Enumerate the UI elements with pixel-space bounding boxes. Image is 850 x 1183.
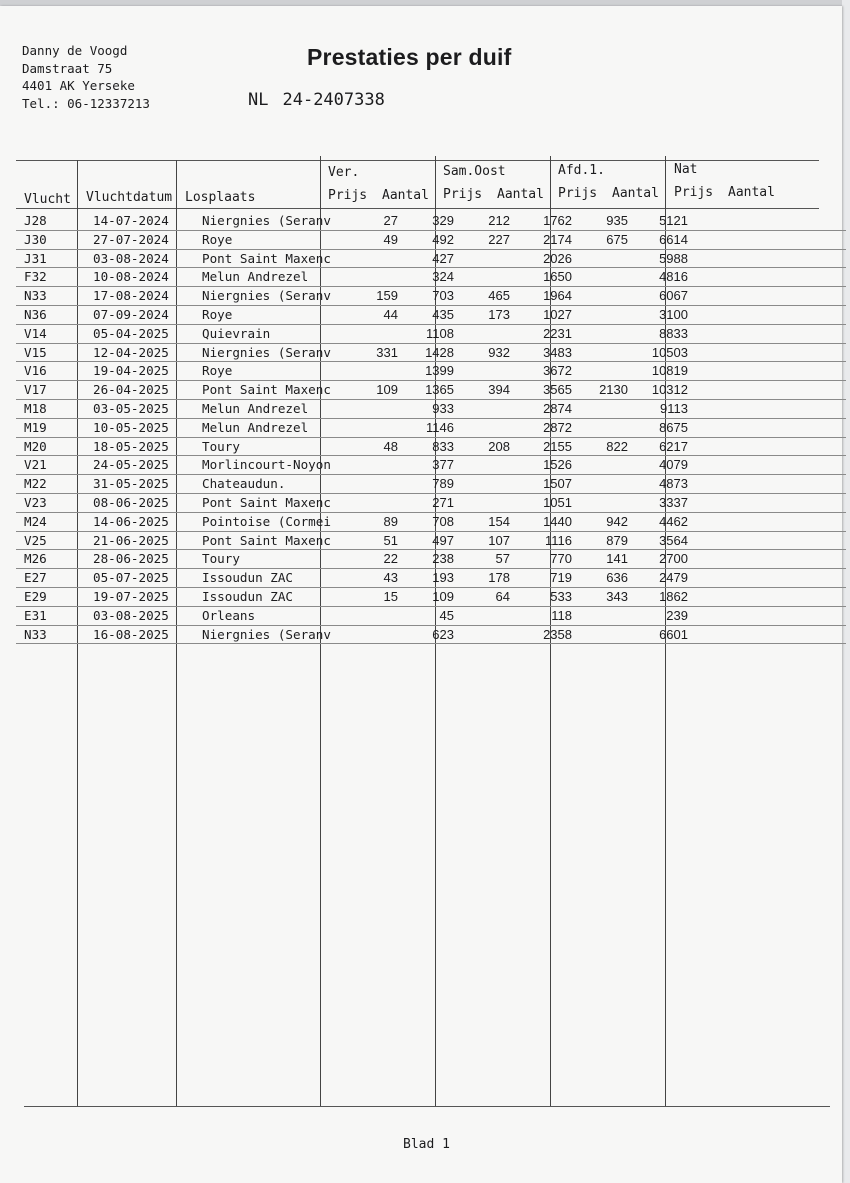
- release-place-cell: Pont Saint Maxenc: [193, 381, 348, 400]
- sam-aantal-cell: 1526: [516, 456, 578, 475]
- release-place-cell: Orleans: [193, 606, 348, 625]
- afd-aantal-cell: 10312: [634, 381, 694, 400]
- afd-aantal-cell: 1862: [634, 587, 694, 606]
- ver-prijs-cell: [348, 362, 404, 381]
- afd-aantal-cell: 3564: [634, 531, 694, 550]
- nat-cell: [694, 437, 846, 456]
- flight-date-cell: 21-06-2025: [84, 531, 193, 550]
- results-table: [16, 212, 846, 644]
- release-place-cell: Morlincourt-Noyon: [193, 456, 348, 475]
- ver-aantal-cell: 1365: [404, 381, 460, 400]
- flight-date-cell: 18-05-2025: [84, 437, 193, 456]
- afd-aantal-cell: 3100: [634, 305, 694, 324]
- sam-aantal-cell: 533: [516, 587, 578, 606]
- nat-cell: [694, 230, 846, 249]
- flight-code-cell: M18: [16, 399, 84, 418]
- sender-street: Damstraat 75: [22, 60, 113, 76]
- afd-aantal-cell: 4079: [634, 456, 694, 475]
- release-place-cell: Melun Andrezel: [193, 418, 348, 437]
- afd-aantal-cell: 2479: [634, 569, 694, 588]
- sender-address: [22, 42, 150, 112]
- table-row: [16, 512, 846, 531]
- header-losplaats: Losplaats: [185, 190, 256, 205]
- sam-aantal-cell: 770: [516, 550, 578, 569]
- afd-aantal-cell: 8675: [634, 418, 694, 437]
- flight-code-cell: F32: [16, 268, 84, 287]
- table-row: [16, 493, 846, 512]
- sam-prijs-cell: 212: [460, 212, 516, 230]
- afd-prijs-cell: [578, 268, 634, 287]
- ver-aantal-cell: 1399: [404, 362, 460, 381]
- release-place-cell: Melun Andrezel: [193, 268, 348, 287]
- ver-prijs-cell: 49: [348, 230, 404, 249]
- flight-date-cell: 31-05-2025: [84, 475, 193, 494]
- header-ver-prijs: Prijs: [328, 188, 368, 203]
- nat-cell: [694, 381, 846, 400]
- ver-aantal-cell: 329: [404, 212, 460, 230]
- flight-code-cell: M24: [16, 512, 84, 531]
- sam-aantal-cell: 3483: [516, 343, 578, 362]
- sam-aantal-cell: 1964: [516, 287, 578, 306]
- ver-prijs-cell: [348, 268, 404, 287]
- ring-country: NL: [248, 90, 269, 110]
- sam-aantal-cell: 1650: [516, 268, 578, 287]
- ver-prijs-cell: 48: [348, 437, 404, 456]
- ver-aantal-cell: 623: [404, 625, 460, 644]
- table-row: [16, 418, 846, 437]
- sam-prijs-cell: [460, 625, 516, 644]
- ver-prijs-cell: [348, 625, 404, 644]
- sam-prijs-cell: 227: [460, 230, 516, 249]
- flight-code-cell: V14: [16, 324, 84, 343]
- afd-prijs-cell: [578, 343, 634, 362]
- release-place-cell: Niergnies (Seranv: [193, 212, 348, 230]
- flight-date-cell: 07-09-2024: [84, 305, 193, 324]
- flight-date-cell: 12-04-2025: [84, 343, 193, 362]
- release-place-cell: Toury: [193, 550, 348, 569]
- afd-aantal-cell: 3337: [634, 493, 694, 512]
- sam-prijs-cell: 173: [460, 305, 516, 324]
- sam-aantal-cell: 118: [516, 606, 578, 625]
- table-row: [16, 249, 846, 268]
- ver-prijs-cell: 159: [348, 287, 404, 306]
- header-group-sam: Sam.Oost: [443, 164, 506, 179]
- afd-aantal-cell: 8833: [634, 324, 694, 343]
- ver-aantal-cell: 271: [404, 493, 460, 512]
- release-place-cell: Chateaudun.: [193, 475, 348, 494]
- sam-prijs-cell: 57: [460, 550, 516, 569]
- nat-cell: [694, 418, 846, 437]
- sam-prijs-cell: [460, 493, 516, 512]
- afd-prijs-cell: [578, 362, 634, 381]
- afd-aantal-cell: 4462: [634, 512, 694, 531]
- sam-aantal-cell: 2872: [516, 418, 578, 437]
- afd-prijs-cell: 636: [578, 569, 634, 588]
- sender-name: Danny de Voogd: [22, 43, 128, 58]
- release-place-cell: Roye: [193, 230, 348, 249]
- nat-cell: [694, 625, 846, 644]
- sam-prijs-cell: 465: [460, 287, 516, 306]
- flight-date-cell: 16-08-2025: [84, 625, 193, 644]
- ver-prijs-cell: 44: [348, 305, 404, 324]
- flight-date-cell: 14-07-2024: [84, 212, 193, 230]
- header-vlucht: Vlucht: [24, 192, 71, 207]
- nat-cell: [694, 212, 846, 230]
- flight-code-cell: V25: [16, 531, 84, 550]
- flight-date-cell: 14-06-2025: [84, 512, 193, 531]
- table-row: [16, 268, 846, 287]
- sam-aantal-cell: 2874: [516, 399, 578, 418]
- nat-cell: [694, 493, 846, 512]
- nat-cell: [694, 287, 846, 306]
- table-row: [16, 305, 846, 324]
- afd-aantal-cell: 5988: [634, 249, 694, 268]
- table-row: [16, 587, 846, 606]
- afd-prijs-cell: 942: [578, 512, 634, 531]
- sam-aantal-cell: 1027: [516, 305, 578, 324]
- ring-number: [248, 90, 399, 110]
- nat-cell: [694, 249, 846, 268]
- release-place-cell: Toury: [193, 437, 348, 456]
- flight-code-cell: N33: [16, 625, 84, 644]
- header-nat-prijs: Prijs: [674, 185, 714, 200]
- release-place-cell: Pointoise (Cormei: [193, 512, 348, 531]
- header-nat-aantal: Aantal: [728, 185, 775, 200]
- header-vluchtdatum: Vluchtdatum: [86, 190, 173, 205]
- table-row: [16, 606, 846, 625]
- flight-code-cell: V23: [16, 493, 84, 512]
- ver-prijs-cell: 331: [348, 343, 404, 362]
- flight-code-cell: V21: [16, 456, 84, 475]
- flight-date-cell: 05-07-2025: [84, 569, 193, 588]
- afd-prijs-cell: 675: [578, 230, 634, 249]
- flight-code-cell: V15: [16, 343, 84, 362]
- flight-date-cell: 05-04-2025: [84, 324, 193, 343]
- flight-code-cell: J31: [16, 249, 84, 268]
- release-place-cell: Quievrain: [193, 324, 348, 343]
- release-place-cell: Melun Andrezel: [193, 399, 348, 418]
- ver-aantal-cell: 1108: [404, 324, 460, 343]
- flight-code-cell: M19: [16, 418, 84, 437]
- afd-aantal-cell: 4873: [634, 475, 694, 494]
- afd-prijs-cell: 822: [578, 437, 634, 456]
- table-row: [16, 569, 846, 588]
- afd-prijs-cell: [578, 475, 634, 494]
- sam-prijs-cell: [460, 268, 516, 287]
- sam-aantal-cell: 2026: [516, 249, 578, 268]
- ver-prijs-cell: 22: [348, 550, 404, 569]
- flight-code-cell: E29: [16, 587, 84, 606]
- sam-aantal-cell: 2155: [516, 437, 578, 456]
- ver-aantal-cell: 833: [404, 437, 460, 456]
- afd-aantal-cell: 6067: [634, 287, 694, 306]
- afd-prijs-cell: [578, 249, 634, 268]
- nat-cell: [694, 324, 846, 343]
- flight-code-cell: V16: [16, 362, 84, 381]
- flight-code-cell: E27: [16, 569, 84, 588]
- afd-prijs-cell: 879: [578, 531, 634, 550]
- table-row: [16, 437, 846, 456]
- sam-prijs-cell: [460, 362, 516, 381]
- ver-prijs-cell: 51: [348, 531, 404, 550]
- sam-aantal-cell: 2358: [516, 625, 578, 644]
- ver-aantal-cell: 1428: [404, 343, 460, 362]
- sam-aantal-cell: 1507: [516, 475, 578, 494]
- ver-aantal-cell: 492: [404, 230, 460, 249]
- sam-aantal-cell: 1762: [516, 212, 578, 230]
- ver-prijs-cell: 89: [348, 512, 404, 531]
- flight-code-cell: E31: [16, 606, 84, 625]
- table-row: [16, 381, 846, 400]
- ver-aantal-cell: 933: [404, 399, 460, 418]
- nat-cell: [694, 268, 846, 287]
- ver-aantal-cell: 789: [404, 475, 460, 494]
- ver-prijs-cell: [348, 249, 404, 268]
- table-row: [16, 550, 846, 569]
- results-table-body: [16, 212, 846, 644]
- ver-aantal-cell: 324: [404, 268, 460, 287]
- release-place-cell: Pont Saint Maxenc: [193, 531, 348, 550]
- table-row: [16, 212, 846, 230]
- flight-date-cell: 27-07-2024: [84, 230, 193, 249]
- afd-prijs-cell: [578, 399, 634, 418]
- afd-prijs-cell: 2130: [578, 381, 634, 400]
- ver-prijs-cell: 109: [348, 381, 404, 400]
- afd-prijs-cell: [578, 493, 634, 512]
- sam-prijs-cell: [460, 475, 516, 494]
- flight-code-cell: V17: [16, 381, 84, 400]
- flight-date-cell: 03-08-2025: [84, 606, 193, 625]
- sam-prijs-cell: [460, 249, 516, 268]
- header-bottom-rule: [16, 208, 819, 209]
- ver-aantal-cell: 703: [404, 287, 460, 306]
- flight-code-cell: M22: [16, 475, 84, 494]
- sam-prijs-cell: 107: [460, 531, 516, 550]
- release-place-cell: Niergnies (Seranv: [193, 625, 348, 644]
- sam-aantal-cell: 1440: [516, 512, 578, 531]
- table-row: [16, 343, 846, 362]
- sam-aantal-cell: 3565: [516, 381, 578, 400]
- sam-prijs-cell: 64: [460, 587, 516, 606]
- release-place-cell: Issoudun ZAC: [193, 587, 348, 606]
- sam-prijs-cell: 154: [460, 512, 516, 531]
- header-group-afd: Afd.1.: [558, 163, 605, 178]
- ver-prijs-cell: [348, 606, 404, 625]
- afd-aantal-cell: 2700: [634, 550, 694, 569]
- afd-aantal-cell: 6217: [634, 437, 694, 456]
- sender-phone: Tel.: 06-12337213: [22, 95, 150, 111]
- sam-prijs-cell: 208: [460, 437, 516, 456]
- afd-prijs-cell: [578, 324, 634, 343]
- nat-cell: [694, 587, 846, 606]
- ver-prijs-cell: [348, 493, 404, 512]
- ver-aantal-cell: 427: [404, 249, 460, 268]
- nat-cell: [694, 569, 846, 588]
- ver-prijs-cell: [348, 475, 404, 494]
- flight-date-cell: 08-06-2025: [84, 493, 193, 512]
- ver-aantal-cell: 708: [404, 512, 460, 531]
- release-place-cell: Pont Saint Maxenc: [193, 249, 348, 268]
- sam-prijs-cell: [460, 418, 516, 437]
- afd-aantal-cell: 6614: [634, 230, 694, 249]
- ver-prijs-cell: [348, 399, 404, 418]
- header-afd-prijs: Prijs: [558, 186, 598, 201]
- flight-code-cell: M26: [16, 550, 84, 569]
- sam-prijs-cell: 932: [460, 343, 516, 362]
- ver-prijs-cell: 27: [348, 212, 404, 230]
- table-row: [16, 399, 846, 418]
- flight-date-cell: 10-08-2024: [84, 268, 193, 287]
- flight-date-cell: 03-05-2025: [84, 399, 193, 418]
- nat-cell: [694, 362, 846, 381]
- sam-prijs-cell: [460, 399, 516, 418]
- afd-prijs-cell: [578, 625, 634, 644]
- table-row: [16, 625, 846, 644]
- flight-code-cell: J28: [16, 212, 84, 230]
- afd-prijs-cell: [578, 418, 634, 437]
- nat-cell: [694, 606, 846, 625]
- sam-prijs-cell: [460, 324, 516, 343]
- ver-aantal-cell: 497: [404, 531, 460, 550]
- flight-date-cell: 10-05-2025: [84, 418, 193, 437]
- nat-cell: [694, 343, 846, 362]
- afd-aantal-cell: 10819: [634, 362, 694, 381]
- nat-cell: [694, 475, 846, 494]
- flight-date-cell: 24-05-2025: [84, 456, 193, 475]
- afd-aantal-cell: 10503: [634, 343, 694, 362]
- flight-code-cell: N36: [16, 305, 84, 324]
- table-row: [16, 362, 846, 381]
- table-row: [16, 456, 846, 475]
- afd-aantal-cell: 9113: [634, 399, 694, 418]
- flight-date-cell: 28-06-2025: [84, 550, 193, 569]
- ver-prijs-cell: [348, 456, 404, 475]
- ver-aantal-cell: 1146: [404, 418, 460, 437]
- sam-prijs-cell: [460, 456, 516, 475]
- sam-aantal-cell: 2174: [516, 230, 578, 249]
- ver-aantal-cell: 435: [404, 305, 460, 324]
- flight-date-cell: 17-08-2024: [84, 287, 193, 306]
- flight-date-cell: 19-07-2025: [84, 587, 193, 606]
- header-ver-aantal: Aantal: [382, 188, 429, 203]
- nat-cell: [694, 305, 846, 324]
- header-group-nat: Nat: [674, 162, 698, 177]
- ver-prijs-cell: [348, 324, 404, 343]
- ver-aantal-cell: 193: [404, 569, 460, 588]
- afd-prijs-cell: [578, 287, 634, 306]
- ver-prijs-cell: 43: [348, 569, 404, 588]
- afd-prijs-cell: [578, 305, 634, 324]
- flight-code-cell: J30: [16, 230, 84, 249]
- table-top-rule: [16, 160, 819, 161]
- table-row: [16, 475, 846, 494]
- release-place-cell: Niergnies (Seranv: [193, 287, 348, 306]
- table-row: [16, 230, 846, 249]
- sender-city: 4401 AK Yerseke: [22, 78, 135, 94]
- flight-date-cell: 19-04-2025: [84, 362, 193, 381]
- ver-aantal-cell: 377: [404, 456, 460, 475]
- nat-cell: [694, 531, 846, 550]
- header-afd-aantal: Aantal: [612, 186, 659, 201]
- sam-aantal-cell: 1116: [516, 531, 578, 550]
- flight-code-cell: N33: [16, 287, 84, 306]
- header-sam-aantal: Aantal: [497, 187, 544, 202]
- ver-prijs-cell: [348, 418, 404, 437]
- afd-aantal-cell: 5121: [634, 212, 694, 230]
- page-number: Blad 1: [403, 1137, 450, 1152]
- sam-prijs-cell: [460, 606, 516, 625]
- afd-prijs-cell: [578, 456, 634, 475]
- release-place-cell: Roye: [193, 362, 348, 381]
- table-row: [16, 324, 846, 343]
- table-row: [16, 531, 846, 550]
- nat-cell: [694, 456, 846, 475]
- flight-date-cell: 26-04-2025: [84, 381, 193, 400]
- afd-prijs-cell: 343: [578, 587, 634, 606]
- sam-aantal-cell: 2231: [516, 324, 578, 343]
- afd-aantal-cell: 239: [634, 606, 694, 625]
- afd-aantal-cell: 6601: [634, 625, 694, 644]
- sam-aantal-cell: 3672: [516, 362, 578, 381]
- ver-aantal-cell: 45: [404, 606, 460, 625]
- ring-id: 24-2407338: [282, 90, 385, 110]
- ver-aantal-cell: 238: [404, 550, 460, 569]
- header-sam-prijs: Prijs: [443, 187, 483, 202]
- ver-aantal-cell: 109: [404, 587, 460, 606]
- page-title: Prestaties per duif: [307, 44, 512, 70]
- afd-prijs-cell: 141: [578, 550, 634, 569]
- flight-code-cell: M20: [16, 437, 84, 456]
- afd-prijs-cell: 935: [578, 212, 634, 230]
- nat-cell: [694, 399, 846, 418]
- afd-aantal-cell: 4816: [634, 268, 694, 287]
- header-group-ver: Ver.: [328, 165, 360, 180]
- sam-prijs-cell: 178: [460, 569, 516, 588]
- afd-prijs-cell: [578, 606, 634, 625]
- table-row: [16, 287, 846, 306]
- release-place-cell: Niergnies (Seranv: [193, 343, 348, 362]
- table-bottom-rule: [24, 1106, 830, 1107]
- release-place-cell: Roye: [193, 305, 348, 324]
- ver-prijs-cell: 15: [348, 587, 404, 606]
- release-place-cell: Pont Saint Maxenc: [193, 493, 348, 512]
- flight-date-cell: 03-08-2024: [84, 249, 193, 268]
- sam-aantal-cell: 719: [516, 569, 578, 588]
- nat-cell: [694, 550, 846, 569]
- sam-aantal-cell: 1051: [516, 493, 578, 512]
- sam-prijs-cell: 394: [460, 381, 516, 400]
- nat-cell: [694, 512, 846, 531]
- release-place-cell: Issoudun ZAC: [193, 569, 348, 588]
